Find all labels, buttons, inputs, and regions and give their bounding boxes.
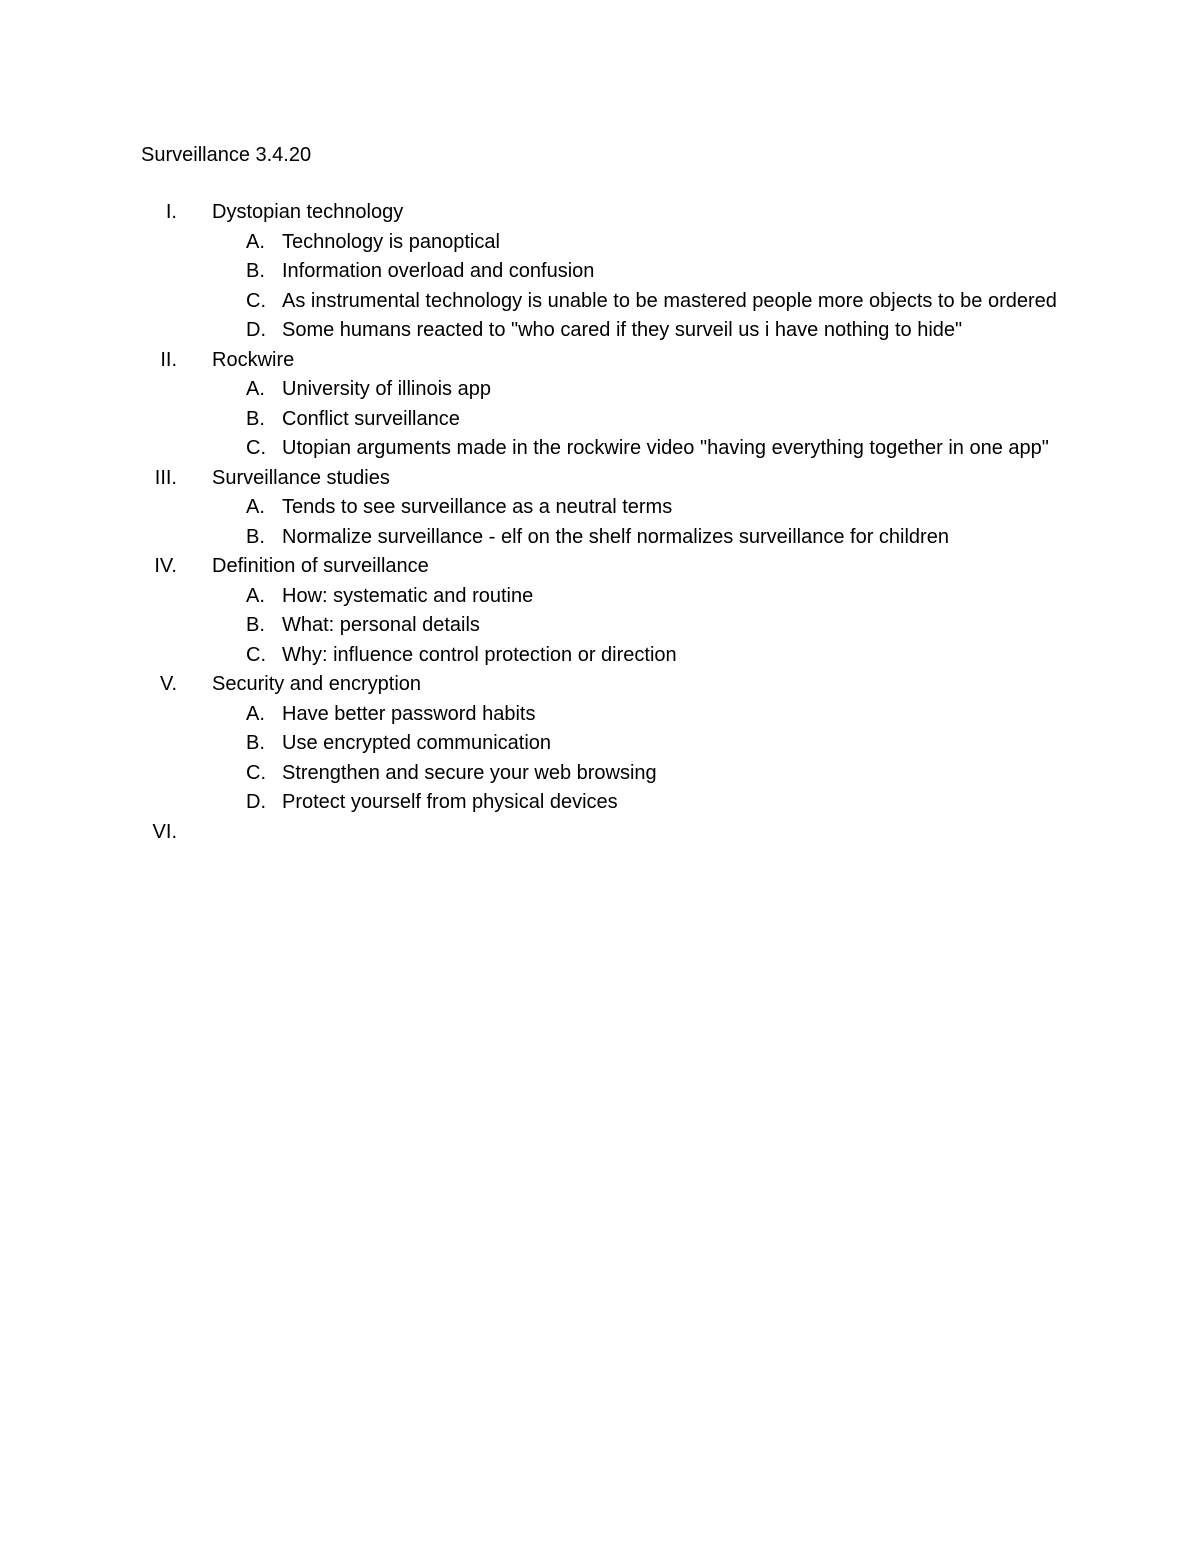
item-text: Some humans reacted to "who cared if they surveil us i have nothing to hide" bbox=[282, 319, 963, 341]
list-item bbox=[0, 582, 1072, 612]
item-marker: B. bbox=[246, 407, 265, 430]
list-item bbox=[0, 257, 1072, 287]
item-text: University of illinois app bbox=[282, 378, 491, 400]
section-marker: IV. bbox=[154, 555, 177, 577]
list-item bbox=[0, 316, 1072, 346]
item-text: Protect yourself from physical devices bbox=[282, 791, 618, 813]
section-marker: VI. bbox=[152, 820, 177, 843]
item-marker: B. bbox=[246, 732, 265, 754]
item-marker: D. bbox=[246, 791, 266, 813]
item-marker: C. bbox=[246, 761, 266, 784]
outline-section bbox=[0, 198, 1200, 346]
item-text: Information overload and confusion bbox=[282, 260, 595, 282]
item-marker: C. bbox=[246, 289, 266, 312]
item-marker: C. bbox=[246, 437, 266, 459]
section-heading: Rockwire bbox=[212, 348, 295, 371]
list-item bbox=[0, 700, 1072, 730]
list-item bbox=[0, 759, 1072, 789]
section-marker: I. bbox=[165, 201, 177, 223]
item-text: How: systematic and routine bbox=[282, 584, 534, 607]
item-marker: A. bbox=[246, 496, 265, 518]
item-text: Utopian arguments made in the rockwire video "having everything together in one app" bbox=[282, 437, 1049, 459]
outline-section bbox=[0, 346, 1200, 464]
item-text: What: personal details bbox=[282, 614, 480, 636]
item-text: Conflict surveillance bbox=[282, 407, 460, 430]
item-text: Have better password habits bbox=[282, 702, 536, 725]
document-title: Surveillance 3.4.20 bbox=[141, 144, 312, 166]
item-marker: A. bbox=[246, 584, 265, 607]
list-item bbox=[0, 523, 1072, 553]
list-item bbox=[0, 493, 1072, 523]
list-item bbox=[0, 729, 1072, 759]
item-marker: A. bbox=[246, 702, 265, 725]
item-marker: B. bbox=[246, 260, 265, 282]
item-marker: D. bbox=[246, 319, 266, 341]
item-text: Tends to see surveillance as a neutral terms bbox=[282, 496, 673, 518]
section-marker: V. bbox=[159, 673, 177, 695]
list-item bbox=[0, 228, 1072, 258]
list-item bbox=[0, 788, 1072, 818]
item-marker: A. bbox=[246, 230, 265, 253]
item-text: Use encrypted communication bbox=[282, 732, 552, 754]
outline-section bbox=[0, 818, 1200, 848]
item-text: Technology is panoptical bbox=[282, 230, 500, 253]
section-heading: Dystopian technology bbox=[212, 201, 404, 223]
item-text: Why: influence control protection or direction bbox=[282, 643, 677, 666]
item-marker: C. bbox=[246, 643, 266, 666]
section-heading: Definition of surveillance bbox=[212, 555, 429, 577]
item-text: As instrumental technology is unable to be mastered people more objects to be ordered bbox=[282, 289, 1057, 312]
section-heading: Security and encryption bbox=[212, 673, 422, 695]
list-item bbox=[0, 287, 1072, 317]
outline-list bbox=[0, 198, 1200, 847]
list-item bbox=[0, 434, 1072, 464]
item-text: Strengthen and secure your web browsing bbox=[282, 761, 657, 784]
list-item bbox=[0, 405, 1072, 435]
section-marker: II. bbox=[160, 348, 177, 371]
item-marker: B. bbox=[246, 525, 265, 548]
list-item bbox=[0, 375, 1072, 405]
item-marker: B. bbox=[246, 614, 265, 636]
section-marker: III. bbox=[154, 466, 177, 489]
outline-section bbox=[0, 464, 1200, 553]
item-text: Normalize surveillance - elf on the shelf normalizes surveillance for children bbox=[282, 525, 949, 548]
item-marker: A. bbox=[246, 378, 265, 400]
list-item bbox=[0, 641, 1072, 671]
outline-section bbox=[0, 670, 1200, 818]
list-item bbox=[0, 611, 1072, 641]
section-heading: Surveillance studies bbox=[212, 466, 390, 489]
section-heading bbox=[212, 818, 1200, 848]
outline-section bbox=[0, 552, 1200, 670]
